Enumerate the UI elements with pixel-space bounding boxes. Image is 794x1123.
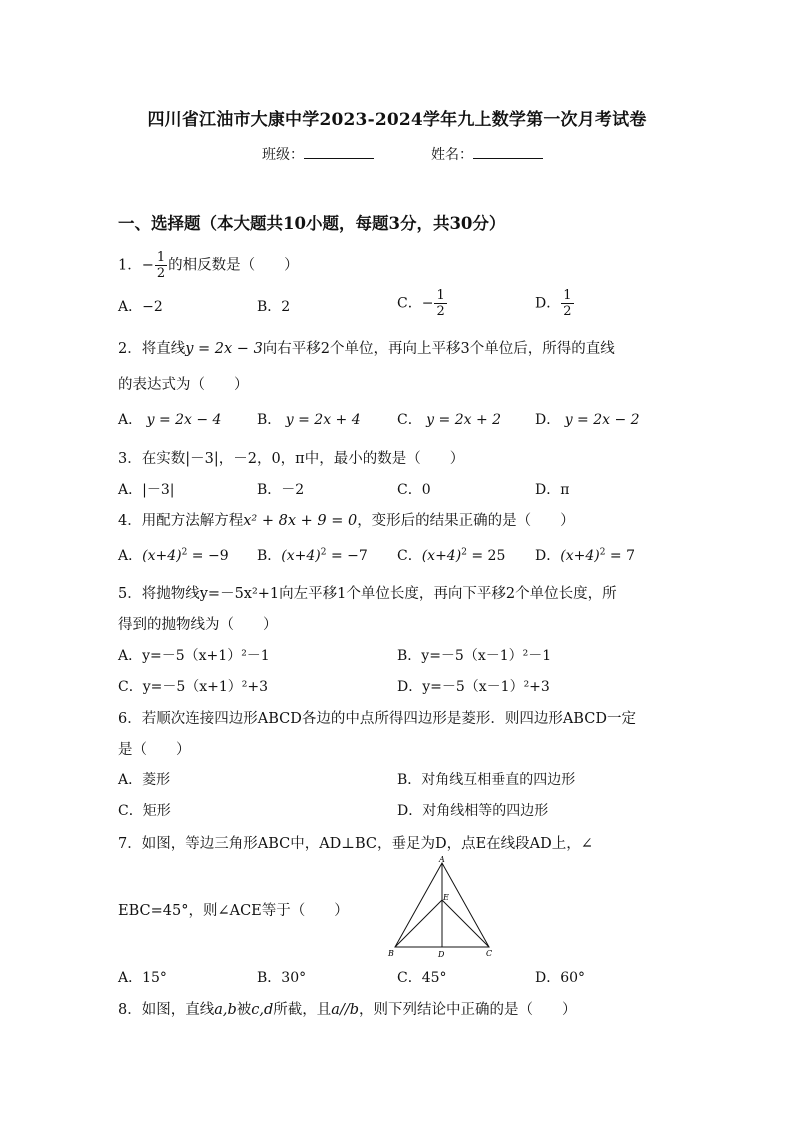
question-7: 7．如图，等边三角形ABC中，AD⊥BC，垂足为D，点E在线段AD上，∠ [118, 836, 593, 852]
question-stem: 4．用配方法解方程 [118, 513, 244, 529]
option-d-label: D． [535, 295, 561, 312]
option-d[interactable]: D．$(x+4)^2 = 7$ [535, 547, 635, 564]
option-rhs: = 7 [609, 548, 635, 564]
option-b[interactable]: B．2 [257, 299, 291, 315]
option-d[interactable]: D．π [535, 482, 570, 498]
name-label: 姓名： [431, 147, 473, 163]
option-c-label: C．− [397, 295, 434, 312]
label-b: B [388, 949, 394, 958]
option-label: C． [397, 412, 422, 428]
option-a[interactable] [118, 409, 221, 429]
question-stem: 向右平移2个单位，再向上平移3个单位后，所得的直线 [262, 341, 615, 357]
question-1 [118, 250, 299, 281]
question-stem: 8．如图，直线 [118, 1002, 215, 1018]
relation: a//b [331, 1002, 359, 1018]
option-c[interactable]: C．45° [397, 970, 447, 986]
name-field [431, 144, 543, 164]
question-6-line2: 是（ ） [118, 742, 191, 758]
option-rhs: = 25 [471, 548, 506, 564]
option-expression: y = 2x + 4 [285, 412, 361, 428]
option-a[interactable]: A．菱形 [118, 772, 171, 788]
option-c[interactable]: C．0 [397, 482, 431, 498]
option-a[interactable]: A．y=－5（x+1）²－1 [118, 648, 270, 664]
equation: x² + 8x + 9 = 0 [243, 513, 358, 529]
fraction [434, 288, 446, 319]
option-b[interactable]: B．对角线互相垂直的四边形 [397, 772, 576, 788]
option-d[interactable] [535, 409, 640, 429]
option-a[interactable]: A．|－3| [118, 482, 175, 498]
option-label: D． [535, 412, 561, 428]
fraction [561, 288, 573, 319]
question-number: 1． [118, 257, 142, 274]
option-a[interactable]: A．−2 [118, 299, 163, 315]
label-c: C [486, 949, 493, 958]
option-b[interactable] [257, 409, 361, 429]
question-4 [118, 509, 575, 530]
question-2 [118, 337, 615, 358]
option-label: B． [257, 548, 282, 564]
question-3: 3．在实数|－3|，－2，0，π中，最小的数是（ ） [118, 451, 465, 467]
option-a[interactable]: A．15° [118, 970, 167, 986]
class-label: 班级： [262, 147, 304, 163]
question-stem: ，则下列结论中正确的是（ ） [359, 1002, 577, 1018]
equation: y = 2x − 3 [185, 341, 263, 357]
fraction [155, 250, 167, 281]
option-expression: y = 2x − 4 [146, 412, 222, 428]
question-stem: 被 [236, 1002, 252, 1018]
option-b[interactable]: B．30° [257, 970, 307, 986]
variables: a,b [214, 1002, 237, 1018]
option-c[interactable] [397, 288, 448, 319]
option-c[interactable] [397, 409, 501, 429]
option-d[interactable]: D．y=－5（x－1）²+3 [397, 679, 550, 695]
option-d[interactable]: D．对角线相等的四边形 [397, 803, 549, 819]
option-c[interactable]: C．矩形 [118, 803, 171, 819]
segment-ce [442, 900, 489, 947]
option-expression: (x+4) [142, 548, 182, 564]
option-expression: (x+4) [281, 548, 321, 564]
option-b[interactable]: B．$(x+4)^2 = -7$ [257, 547, 368, 564]
name-blank [473, 145, 543, 159]
segment-be [395, 900, 442, 947]
option-label: D． [535, 548, 561, 564]
option-expression: (x+4) [421, 548, 462, 564]
option-label: C． [397, 548, 422, 564]
option-d[interactable]: D．60° [535, 970, 586, 986]
question-8 [118, 998, 577, 1019]
option-c[interactable]: C．y=－5（x+1）²+3 [118, 679, 269, 695]
question-2-line2: 的表达式为（ ） [118, 377, 249, 393]
fraction-numerator: 1 [563, 288, 572, 303]
option-b[interactable]: B．－2 [257, 482, 305, 498]
triangle-figure [385, 855, 495, 960]
label-e: E [443, 893, 449, 902]
fraction-denominator: 2 [156, 266, 166, 281]
variables: c,d [251, 1002, 274, 1018]
question-stem: 所截，且 [273, 1002, 332, 1018]
option-label: B． [257, 412, 282, 428]
option-rhs: = −9 [191, 548, 229, 564]
label-a: A [439, 855, 445, 864]
class-blank [304, 145, 374, 159]
fraction-denominator: 2 [563, 304, 572, 319]
option-expression: y = 2x + 2 [426, 412, 502, 428]
question-stem: 的相反数是（ ） [168, 257, 299, 274]
option-d[interactable] [535, 288, 575, 319]
option-b[interactable]: B．y=－5（x－1）²－1 [397, 648, 552, 664]
option-expression: (x+4) [560, 548, 600, 564]
option-label: A． [118, 548, 143, 564]
fraction-numerator: 1 [156, 250, 166, 265]
fraction-numerator: 1 [436, 288, 445, 303]
question-5: 5．将抛物线y=－5x²+1向左平移1个单位长度，再向下平移2个单位长度，所 [118, 586, 617, 602]
fraction-denominator: 2 [436, 304, 445, 319]
question-stem: ，变形后的结果正确的是（ ） [357, 513, 575, 529]
question-7-line2: EBC=45°，则∠ACE等于（ ） [118, 903, 349, 919]
option-rhs: = −7 [330, 548, 368, 564]
question-5-line2: 得到的抛物线为（ ） [118, 617, 278, 633]
option-a[interactable]: A．$(x+4)^2 = -9$ [118, 547, 229, 564]
option-label: A． [118, 412, 143, 428]
question-6: 6．若顺次连接四边形ABCD各边的中点所得四边形是菱形．则四边形ABCD一定 [118, 711, 636, 727]
section-heading: 一、选择题（本大题共10小题，每题3分，共30分） [118, 214, 506, 233]
class-field [262, 144, 374, 164]
option-c[interactable]: C．$(x+4)^2 = 25$ [397, 547, 506, 564]
question-stem: 2．将直线 [118, 341, 186, 357]
option-expression: y = 2x − 2 [564, 412, 640, 428]
label-d: D [438, 950, 445, 959]
minus-sign: − [141, 257, 154, 274]
page-title: 四川省江油市大康中学2023-2024学年九上数学第一次月考试卷 [147, 110, 647, 130]
